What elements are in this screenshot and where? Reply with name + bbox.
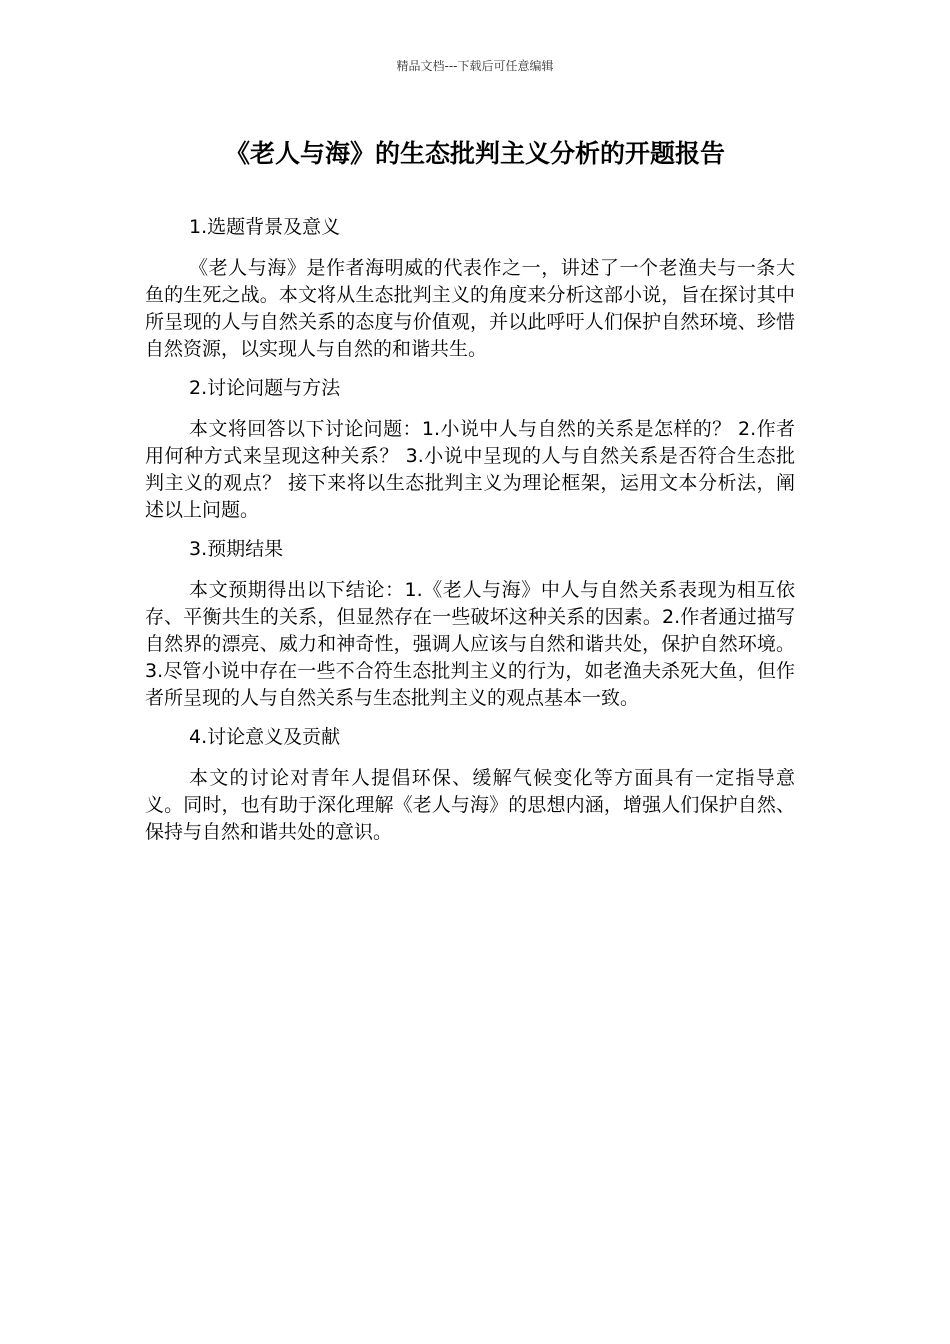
section-heading: 2.讨论问题与方法 <box>189 377 341 399</box>
document-body <box>145 214 795 846</box>
header-note: 精品文档---下载后可任意编辑 <box>396 59 554 73</box>
section-paragraph: 本文将回答以下讨论问题：1.小说中人与自然的关系是怎样的？ 2.作者用何种方式来呈现这种关系？ 3.小说中呈现的人与自然关系是否符合生态批判主义的观点？ 接下来将以生态批判主义为理论框架，运用文本分析法，阐述以上问题。 <box>145 418 795 521</box>
section-questions-methods <box>145 375 795 536</box>
section-heading: 1.选题背景及意义 <box>189 216 341 238</box>
section-paragraph: 《老人与海》是作者海明威的代表作之一，讲述了一个老渔夫与一条大鱼的生死之战。本文将从生态批判主义的角度来分析这部小说，旨在探讨其中所呈现的人与自然关系的态度与价值观，并以此呼吁人们保护自然环境、珍惜自然资源，以实现人与自然的和谐共生。 <box>145 257 795 360</box>
section-expected-results <box>145 536 795 724</box>
section-background <box>145 214 795 375</box>
section-heading: 4.讨论意义及贡献 <box>189 726 341 748</box>
section-significance <box>145 724 795 846</box>
section-paragraph: 本文的讨论对青年人提倡环保、缓解气候变化等方面具有一定指导意义。同时，也有助于深化理解《老人与海》的思想内涵，增强人们保护自然、保持与自然和谐共处的意识。 <box>145 767 795 843</box>
section-paragraph: 本文预期得出以下结论：1.《老人与海》中人与自然关系表现为相互依存、平衡共生的关系，但显然存在一些破坏这种关系的因素。2.作者通过描写自然界的漂亮、威力和神奇性，强调人应该与自然和谐共处，保护自然环境。3.尽管小说中存在一些不合符生态批判主义的行为，如老渔夫杀死大鱼，但作者所呈现的人与自然关系与生态批判主义的观点基本一致。 <box>145 579 795 709</box>
section-heading: 3.预期结果 <box>189 538 284 560</box>
document-title: 《老人与海》的生态批判主义分析的开题报告 <box>224 139 725 168</box>
